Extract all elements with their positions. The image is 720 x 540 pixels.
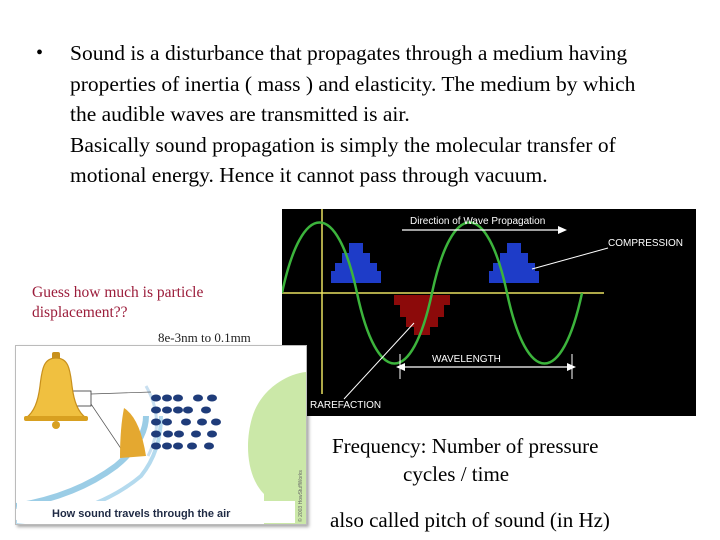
compression-label: COMPRESSION (608, 238, 684, 249)
compression-pointer (532, 248, 608, 269)
bell-icon (26, 358, 86, 418)
compression-block-left (331, 243, 381, 283)
wave-propagation-diagram (282, 209, 696, 416)
bell-figure-caption: How sound travels through the air (52, 508, 231, 520)
zoom-line (91, 392, 151, 394)
displacement-question: Guess how much is particle displacement?? (32, 284, 204, 321)
wave-diagram-svg (282, 209, 696, 416)
bell-clapper (52, 421, 60, 429)
frequency-line-2: cycles / time (403, 462, 510, 486)
bell-rim (24, 416, 88, 421)
bullet-marker: • (36, 42, 44, 64)
compression-block-right (489, 243, 539, 283)
bell-figure-svg (16, 346, 306, 524)
bell-sound-figure (15, 345, 307, 525)
frequency-line-1: Frequency: Number of pressure (332, 434, 599, 458)
paragraph-sound-definition: Sound is a disturbance that propagates through a medium having properties of inertia ( mass ) and elasticity. The medium by which the audible waves are transmitted is air. (70, 41, 636, 126)
frequency-definition (332, 432, 599, 488)
wavelength-label: WAVELENGTH (432, 354, 501, 365)
pitch-note: also called pitch of sound (in Hz) (330, 508, 610, 532)
paragraph-sound-propagation: Basically sound propagation is simply the molecular transfer of motional energy. Hence it cannot pass through vacuum. (70, 132, 616, 187)
direction-arrow-head (558, 226, 567, 234)
displacement-range: 8e-3nm to 0.1mm (158, 330, 251, 345)
copyright-text: © 2003 HowStuffWorks (298, 470, 304, 522)
bullet-text (70, 38, 640, 191)
direction-label: Direction of Wave Propagation (410, 216, 546, 227)
rarefaction-label: RAREFACTION (310, 400, 382, 411)
